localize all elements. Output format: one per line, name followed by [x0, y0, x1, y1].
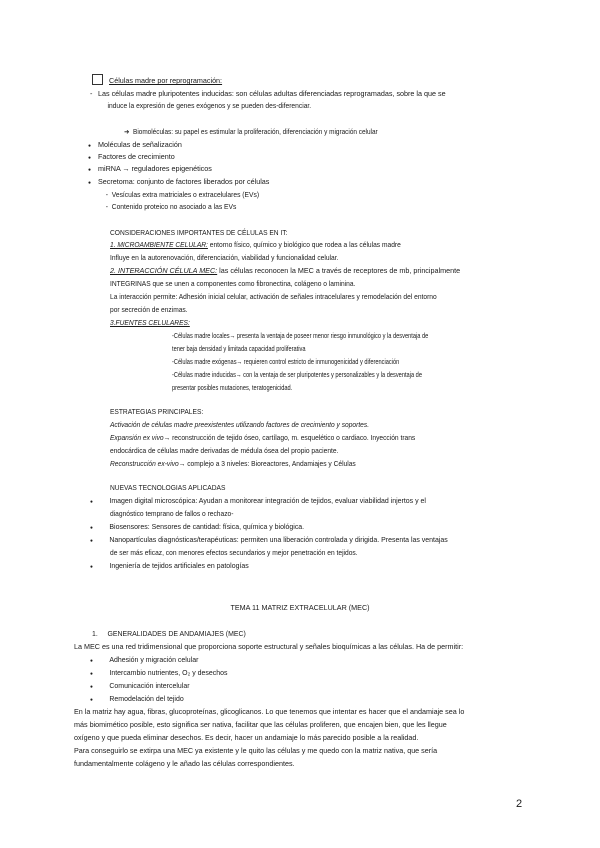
- bullet-icon: [90, 693, 109, 706]
- list-item: [90, 534, 528, 547]
- method-paragraph-line-1: Para conseguirlo se extirpa una MEC ya existente y le quito las células y me quedo con la matriz nativa, que sería: [74, 746, 438, 755]
- reconstruction-text: complejo a 3 niveles: Bioreactores, Andamiajes y Células: [185, 459, 356, 468]
- mec-interaction-text: las células reconocen la MEC a través de receptores de mb, principalmente: [217, 266, 461, 275]
- mec-definition: La MEC es una red tridimensional que proporciona soporte estructural y señales bioquímicas a las células. Ha de permitir:: [74, 642, 464, 651]
- bullet-icon: [90, 680, 109, 693]
- dash-marker: [74, 88, 98, 100]
- biomolecules-line: [74, 126, 528, 138]
- mec-interaction-line: [110, 265, 526, 277]
- enzymes-line: por secreción de enzimas.: [110, 305, 188, 314]
- list-item: [90, 560, 528, 573]
- interaction-permits-line: La interacción permite: Adhesión inicial celular, activación de señales intracelulares y remodelación del entorno: [110, 292, 437, 301]
- sub-item: - Contenido proteico no asociado a las EVs: [105, 202, 237, 211]
- list-item-text: Nanopartículas diagnósticas/terapéuticas: permiten una liberación controlada y dirigida. Presenta las ventajas: [109, 535, 448, 544]
- technologies-heading: NUEVAS TECNOLOGIAS APLICADAS: [110, 483, 226, 492]
- source-line: tener baja densidad y limitada capacidad proliferativa: [172, 344, 306, 353]
- bullet-icon: [74, 176, 98, 189]
- ipsc-line-1: [74, 88, 526, 100]
- list-item-text: Adhesión y migración celular: [109, 655, 199, 664]
- considerations-heading: CONSIDERACIONES IMPORTANTES DE CÉLULAS EN IT:: [110, 228, 288, 237]
- microenvironment-line: [110, 239, 528, 251]
- list-item-text: miRNA → reguladores epigenéticos: [98, 164, 212, 173]
- integrins-line: INTEGRINAS que se unen a componentes como fibronectina, colágeno o laminina.: [110, 279, 356, 288]
- reprogramming-heading: Células madre por reprogramación:: [109, 76, 223, 85]
- list-item-text: Intercambio nutrientes, O₂ y desechos: [109, 668, 228, 677]
- generalities-heading: [92, 628, 528, 640]
- bullet-icon: [90, 667, 109, 680]
- list-item-text: Biosensores: Sensores de cantidad: física, química y biológica.: [109, 522, 305, 531]
- bullet-icon: [90, 495, 109, 508]
- list-item-text: Remodelación del tejido: [109, 694, 184, 703]
- list-item-text: Factores de crecimiento: [98, 152, 175, 161]
- list-item: [90, 693, 528, 706]
- list-item: [74, 176, 526, 189]
- strategy-line-3: endocárdica de células madre derivadas de médula ósea del propio paciente.: [110, 446, 339, 455]
- list-item: [90, 495, 528, 508]
- bullet-icon: [90, 654, 109, 667]
- ipsc-text-1: Las células madre pluripotentes inducidas: son células adultas diferenciadas reprogramadas, sobre la que se: [98, 89, 446, 98]
- cell-sources-text: 3.FUENTES CELULARES:: [110, 318, 190, 327]
- bullet-icon: [90, 560, 109, 573]
- source-line: presentar posibles mutaciones, teratogenicidad.: [172, 383, 293, 392]
- list-item-text: Moléculas de señalización: [98, 140, 182, 149]
- cell-sources-label: [110, 317, 528, 329]
- strategy-line-4: [110, 458, 528, 470]
- strategies-heading: ESTRATEGIAS PRINCIPALES:: [110, 407, 204, 416]
- microenvironment-line-2: Influye en la autorenovación, diferenciación, viabilidad y funcionalidad celular.: [110, 253, 339, 262]
- matrix-paragraph-line-3: oxígeno y que pueda eliminar desechos. Es decir, hacer un andamiaje lo más parecido posible a la realidad.: [74, 733, 419, 742]
- list-item: [90, 667, 528, 680]
- source-line: -Células madre locales→ presenta la ventaja de poseer menor riesgo inmunológico y la desventaja de: [172, 331, 429, 340]
- sub-item-text: Vesículas extra matriciales o extracelulares (EVs): [111, 190, 260, 199]
- bullet-icon: [90, 521, 109, 534]
- list-item-text: Imagen digital microscópica: Ayudan a monitorear integración de tejidos, evaluar viabilidad injertos y el: [109, 496, 426, 505]
- mec-interaction-label: 2. INTERACCIÓN CÉLULA MEC:: [110, 266, 218, 275]
- list-item: [90, 654, 528, 667]
- list-item-continued: diagnóstico temprano de fallos o rechazo-: [110, 509, 234, 518]
- tema-title: TEMA 11 MATRIZ EXTRACELULAR (MEC): [230, 603, 370, 612]
- ex-vivo-label: Expansión ex vivo→: [110, 433, 171, 442]
- sub-item-text: Contenido proteico no asociado a las EVs: [111, 202, 237, 211]
- arrow-icon: ➔: [124, 127, 130, 136]
- checkbox-icon[interactable]: [92, 74, 103, 85]
- matrix-paragraph-line-1: En la matriz hay agua, fibras, glucoproteínas, glicoglicanos. Lo que tenemos que intentar es hacer que el andamiaje sea lo: [74, 707, 465, 716]
- list-item: [74, 163, 526, 176]
- reprogramming-heading-row: [74, 74, 526, 87]
- ipsc-line-2: induce la expresión de genes exógenos y se pueden des-diferenciar.: [107, 101, 312, 110]
- ex-vivo-text: reconstrucción de tejido óseo, cartílago, m. esquelético o cardiaco. Inyección trans: [170, 433, 416, 442]
- list-item: [90, 521, 528, 534]
- list-item-text: Ingeniería de tejidos artificiales en patologías: [109, 561, 249, 570]
- list-item-continued: de ser más eficaz, con menores efectos secundarios y mejor penetración en tejidos.: [110, 548, 358, 557]
- bullet-icon: [90, 534, 109, 547]
- source-line: -Células madre exógenas→ requieren control estricto de inmunogenicidad y diferenciación: [172, 357, 400, 366]
- microenvironment-label: 1. MICROAMBIENTE CELULAR:: [110, 240, 208, 249]
- strategy-line-2: [110, 432, 528, 444]
- matrix-paragraph-line-2: más biomimético posible, esto significa ser nativa, facilitar que las células proliferen, que encajen bien, que les llegue: [74, 720, 447, 729]
- bullet-icon: [74, 163, 98, 176]
- list-item-text: Comunicación intercelular: [109, 681, 190, 690]
- sub-item: - Vesículas extra matriciales o extracelulares (EVs): [105, 190, 260, 199]
- source-line: -Células madre inducidas→ con la ventaja de ser pluripotentes y personalizables y la desventaja de: [172, 370, 422, 379]
- biomolecules-text: Biomoléculas: su papel es estimular la proliferación, diferenciación y migración celular: [133, 127, 378, 136]
- section-number: 1.: [92, 629, 98, 638]
- list-item: [90, 680, 528, 693]
- section-title: GENERALIDADES DE ANDAMIAJES (MEC): [107, 629, 246, 638]
- strategy-line-1: Activación de células madre preexistentes utilizando factores de crecimiento y soportes.: [110, 420, 370, 429]
- microenvironment-text: entorno físico, químico y biológico que rodea a las células madre: [207, 240, 401, 249]
- method-paragraph-line-2: fundamentalmente colágeno y le añado las células correspondientes.: [74, 759, 295, 768]
- list-item-text: Secretoma: conjunto de factores liberados por células: [98, 177, 270, 186]
- page-number: 2: [516, 798, 523, 810]
- reconstruction-label: Reconstrucción ex-vivo→: [110, 459, 186, 468]
